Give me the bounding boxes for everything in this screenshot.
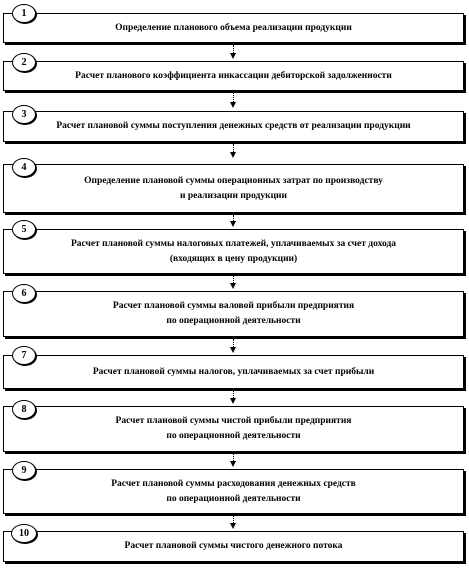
- step-box-1: [3, 13, 464, 43]
- arrowhead-4-5: [230, 221, 236, 227]
- step-10-line-1: Расчет плановой суммы чистого денежного потока: [124, 541, 343, 551]
- step-box-6: [3, 291, 464, 337]
- arrow-8-9: [233, 454, 234, 461]
- step-box-7: [3, 355, 464, 389]
- step-5-line-1: Расчет плановой суммы налоговых платежей, уплачиваемых за счет дохода: [70, 238, 397, 249]
- step-number-badge-3: 3: [12, 105, 36, 124]
- arrowhead-8-9: [230, 461, 236, 467]
- arrow-6-7: [233, 339, 234, 347]
- arrowhead-5-6: [230, 283, 236, 289]
- step-label-5: [67, 237, 400, 267]
- step-box-9: [3, 469, 464, 514]
- step-label-2: [71, 69, 396, 84]
- step-box-2: [3, 61, 464, 91]
- step-label-4: [80, 174, 387, 204]
- step-9-line-2: по операционной деятельности: [166, 493, 301, 504]
- step-4-line-1: Определение плановой суммы операционных затрат по производству: [84, 175, 383, 186]
- step-4-line-2: и реализации продукции: [179, 190, 288, 201]
- arrowhead-7-8: [230, 398, 236, 404]
- arrowhead-1-2: [230, 53, 236, 59]
- step-number-badge-8: 8: [12, 400, 36, 419]
- step-8-line-1: Расчет плановой суммы чистой прибыли предприятия: [115, 416, 352, 426]
- arrow-3-4: [233, 144, 234, 152]
- arrow-5-6: [233, 276, 234, 283]
- step-8-line-2: по операционной деятельности: [166, 431, 301, 441]
- step-box-3: [3, 111, 464, 142]
- arrow-9-10: [233, 516, 234, 523]
- step-number-badge-4: 4: [12, 158, 36, 177]
- step-number-badge-5: 5: [12, 220, 36, 239]
- step-label-3: [52, 119, 414, 134]
- arrowhead-2-3: [230, 102, 236, 108]
- step-label-7: [89, 365, 378, 380]
- step-number-badge-9: 9: [12, 461, 36, 480]
- step-3-line-1: Расчет плановой суммы поступления денежных средств от реализации продукции: [56, 121, 411, 131]
- arrow-7-8: [233, 391, 234, 398]
- arrowhead-3-4: [230, 152, 236, 158]
- step-number-badge-1: 1: [12, 4, 36, 23]
- step-7-line-1: Расчет плановой суммы налогов, уплачиваемых за счет прибыли: [92, 366, 375, 377]
- step-6-line-1: Расчет плановой суммы валовой прибыли предприятия: [112, 301, 355, 311]
- step-label-8: [112, 414, 356, 444]
- step-2-line-1: Расчет планового коэффициента инкассации дебиторской задолженности: [75, 70, 392, 81]
- step-number-badge-7: 7: [12, 346, 36, 365]
- step-label-10: [121, 539, 347, 554]
- step-number-badge-2: 2: [12, 53, 36, 72]
- step-box-10: [3, 531, 464, 562]
- arrowhead-9-10: [230, 523, 236, 529]
- step-label-6: [109, 299, 358, 329]
- step-box-5: [3, 229, 464, 274]
- step-6-line-2: по операционной деятельности: [166, 316, 301, 326]
- step-9-line-1: Расчет плановой суммы расходования денежных средств: [111, 478, 356, 489]
- step-5-line-2: (входящих в цену продукции): [169, 253, 298, 264]
- step-box-8: [3, 406, 464, 452]
- arrow-1-2: [233, 45, 234, 53]
- arrow-2-3: [233, 93, 234, 102]
- step-label-9: [107, 477, 360, 507]
- step-box-4: [3, 164, 464, 213]
- step-number-badge-6: 6: [12, 284, 36, 303]
- arrowhead-6-7: [230, 347, 236, 353]
- step-number-badge-10: 10: [11, 524, 37, 543]
- step-label-1: [111, 21, 356, 36]
- step-1-line-1: Определение планового объема реализации продукции: [115, 22, 352, 33]
